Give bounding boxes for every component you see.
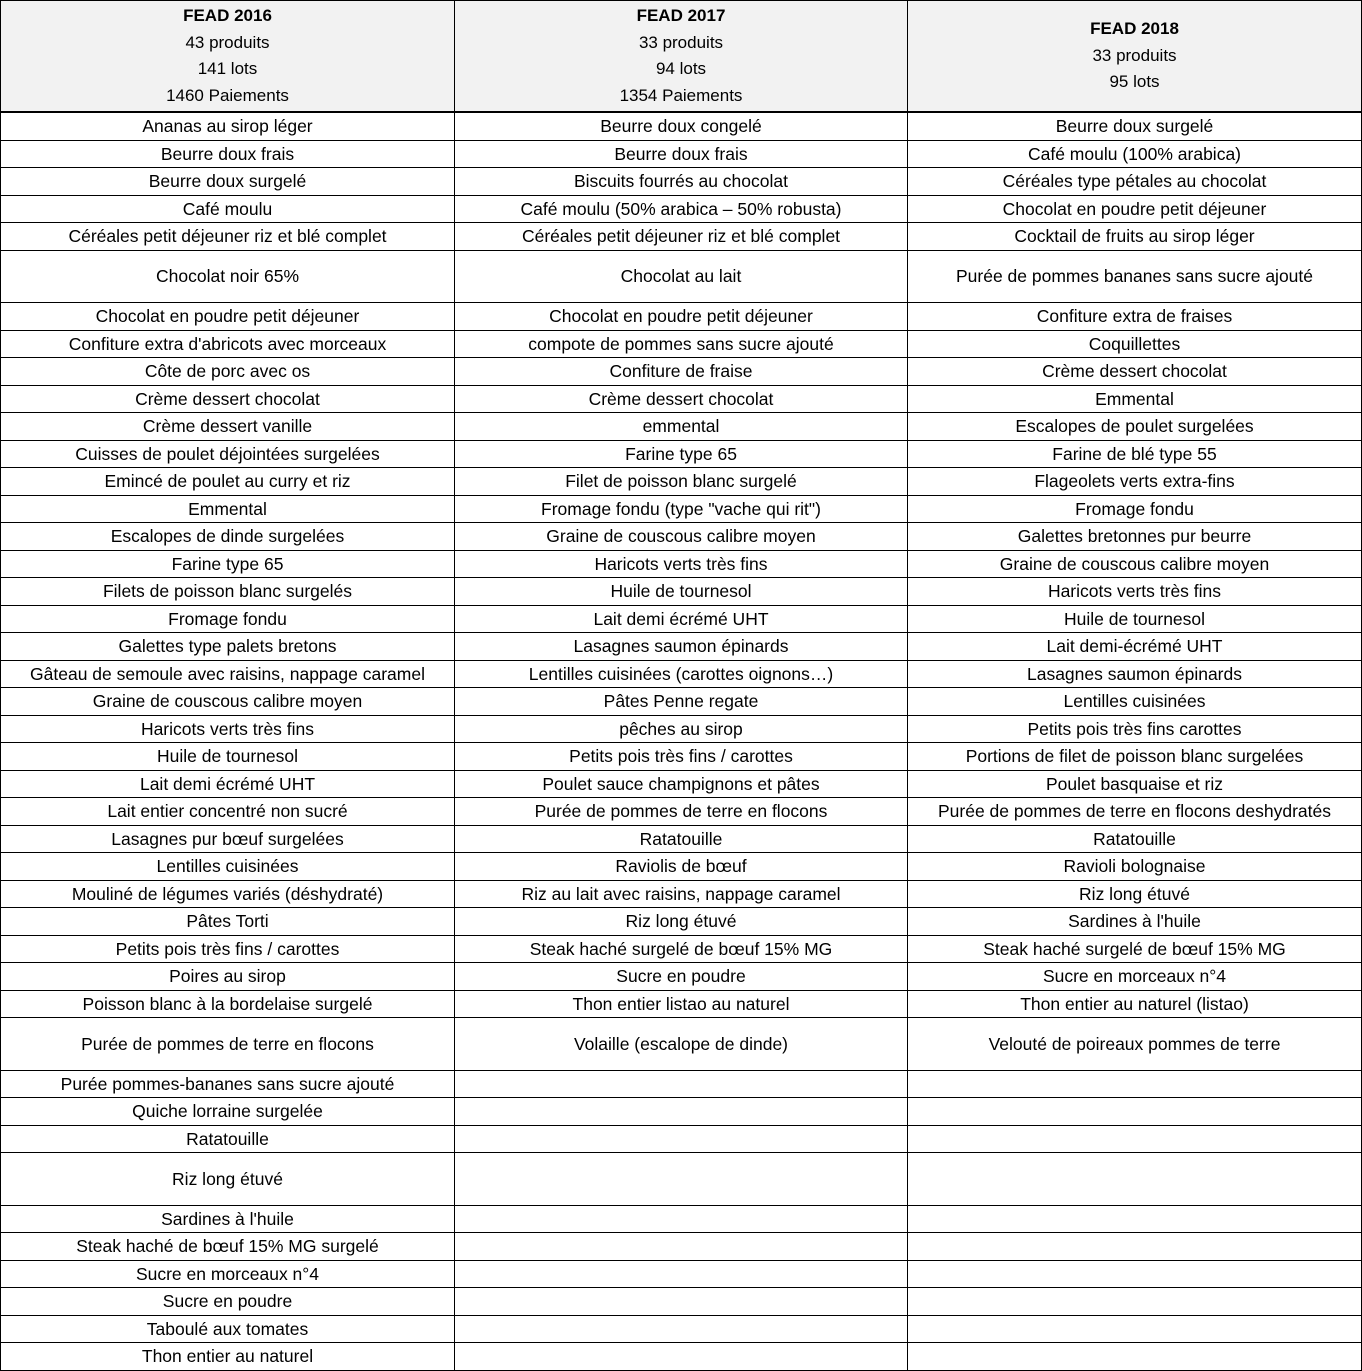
product-cell-2018: Ratatouille — [908, 825, 1362, 853]
table-row — [1, 223, 1362, 251]
product-cell-2018: Portions de filet de poisson blanc surgelées — [908, 743, 1362, 771]
product-cell-2016: Petits pois très fins / carottes — [1, 935, 455, 963]
product-cell-2017: Céréales petit déjeuner riz et blé complet — [455, 223, 908, 251]
table-row — [1, 770, 1362, 798]
product-cell-2016: Emmental — [1, 495, 455, 523]
product-cell-2018: Ravioli bolognaise — [908, 853, 1362, 881]
product-cell-2017: Beurre doux frais — [455, 140, 908, 168]
product-cell-2016: Poisson blanc à la bordelaise surgelé — [1, 990, 455, 1018]
product-cell-2016: Steak haché de bœuf 15% MG surgelé — [1, 1233, 455, 1261]
table-row — [1, 250, 1362, 303]
table-row — [1, 140, 1362, 168]
product-cell-2016: Beurre doux frais — [1, 140, 455, 168]
product-cell-2018: Lait demi-écrémé UHT — [908, 633, 1362, 661]
table-row — [1, 495, 1362, 523]
product-cell-2016: Riz long étuvé — [1, 1153, 455, 1206]
table-row — [1, 688, 1362, 716]
table-row — [1, 195, 1362, 223]
table-row — [1, 385, 1362, 413]
header-fead-2016 — [1, 1, 455, 113]
table-row — [1, 1125, 1362, 1153]
table-row — [1, 1070, 1362, 1098]
product-cell-2017: Café moulu (50% arabica – 50% robusta) — [455, 195, 908, 223]
product-cell-2017: Ratatouille — [455, 825, 908, 853]
product-cell-2016: Crème dessert vanille — [1, 413, 455, 441]
product-cell-2016: Emincé de poulet au curry et riz — [1, 468, 455, 496]
product-cell-2016: Ananas au sirop léger — [1, 112, 455, 140]
product-cell-2017: Beurre doux congelé — [455, 112, 908, 140]
table-row — [1, 633, 1362, 661]
product-cell-2018: Riz long étuvé — [908, 880, 1362, 908]
product-cell-2018: Poulet basquaise et riz — [908, 770, 1362, 798]
product-cell-2016: Chocolat en poudre petit déjeuner — [1, 303, 455, 331]
table-row — [1, 168, 1362, 196]
product-cell-2016: Confiture extra d'abricots avec morceaux — [1, 330, 455, 358]
product-cell-2018 — [908, 1315, 1362, 1343]
table-row — [1, 303, 1362, 331]
product-cell-2017: Purée de pommes de terre en flocons — [455, 798, 908, 826]
product-cell-2018: Haricots verts très fins — [908, 578, 1362, 606]
header-year: FEAD 2018 — [1090, 19, 1179, 39]
product-cell-2016: Gâteau de semoule avec raisins, nappage caramel — [1, 660, 455, 688]
header-products: 43 produits — [185, 32, 270, 52]
product-cell-2018: Confiture extra de fraises — [908, 303, 1362, 331]
product-cell-2018: Steak haché surgelé de bœuf 15% MG — [908, 935, 1362, 963]
product-cell-2017: Haricots verts très fins — [455, 550, 908, 578]
product-cell-2017: pêches au sirop — [455, 715, 908, 743]
product-cell-2018: Farine de blé type 55 — [908, 440, 1362, 468]
product-cell-2017: emmental — [455, 413, 908, 441]
header-year: FEAD 2017 — [636, 6, 726, 25]
product-cell-2017 — [455, 1315, 908, 1343]
product-cell-2018 — [908, 1153, 1362, 1206]
product-cell-2018: Sucre en morceaux n°4 — [908, 963, 1362, 991]
product-cell-2017: Steak haché surgelé de bœuf 15% MG — [455, 935, 908, 963]
product-cell-2017 — [455, 1288, 908, 1316]
product-cell-2017: Petits pois très fins / carottes — [455, 743, 908, 771]
product-cell-2016: Sardines à l'huile — [1, 1205, 455, 1233]
product-cell-2017 — [455, 1343, 908, 1371]
product-cell-2018: Sardines à l'huile — [908, 908, 1362, 936]
product-cell-2016: Farine type 65 — [1, 550, 455, 578]
product-cell-2018: Purée de pommes de terre en flocons deshydratés — [908, 798, 1362, 826]
product-cell-2016: Purée pommes-bananes sans sucre ajouté — [1, 1070, 455, 1098]
table-row — [1, 1343, 1362, 1371]
table-row — [1, 1233, 1362, 1261]
product-cell-2016: Mouliné de légumes variés (déshydraté) — [1, 880, 455, 908]
product-cell-2018: Crème dessert chocolat — [908, 358, 1362, 386]
product-cell-2018: Purée de pommes bananes sans sucre ajouté — [908, 250, 1362, 303]
product-cell-2018 — [908, 1288, 1362, 1316]
product-cell-2017: compote de pommes sans sucre ajouté — [455, 330, 908, 358]
product-cell-2017 — [455, 1125, 908, 1153]
product-cell-2016: Côte de porc avec os — [1, 358, 455, 386]
product-cell-2017 — [455, 1260, 908, 1288]
product-cell-2018: Cocktail de fruits au sirop léger — [908, 223, 1362, 251]
product-cell-2017 — [455, 1233, 908, 1261]
table-row — [1, 798, 1362, 826]
product-cell-2017: Raviolis de bœuf — [455, 853, 908, 881]
product-cell-2016: Céréales petit déjeuner riz et blé complet — [1, 223, 455, 251]
table-row — [1, 825, 1362, 853]
product-cell-2017: Graine de couscous calibre moyen — [455, 523, 908, 551]
product-cell-2017: Chocolat en poudre petit déjeuner — [455, 303, 908, 331]
product-cell-2017: Poulet sauce champignons et pâtes — [455, 770, 908, 798]
table-row — [1, 963, 1362, 991]
table-row — [1, 440, 1362, 468]
table-row — [1, 880, 1362, 908]
product-cell-2017: Sucre en poudre — [455, 963, 908, 991]
product-cell-2018 — [908, 1098, 1362, 1126]
product-cell-2016: Thon entier au naturel — [1, 1343, 455, 1371]
table-row — [1, 1153, 1362, 1206]
product-cell-2016: Pâtes Torti — [1, 908, 455, 936]
product-cell-2016: Cuisses de poulet déjointées surgelées — [1, 440, 455, 468]
table-body — [1, 112, 1362, 1370]
table-row — [1, 605, 1362, 633]
product-cell-2017: Fromage fondu (type "vache qui rit") — [455, 495, 908, 523]
table-row — [1, 908, 1362, 936]
product-cell-2016: Ratatouille — [1, 1125, 455, 1153]
product-cell-2016: Huile de tournesol — [1, 743, 455, 771]
product-cell-2018 — [908, 1233, 1362, 1261]
table-row — [1, 358, 1362, 386]
product-cell-2017: Farine type 65 — [455, 440, 908, 468]
header-payments: 1460 Paiements — [166, 85, 289, 105]
product-cell-2016: Sucre en morceaux n°4 — [1, 1260, 455, 1288]
table-row — [1, 330, 1362, 358]
product-cell-2017: Confiture de fraise — [455, 358, 908, 386]
product-cell-2017: Huile de tournesol — [455, 578, 908, 606]
product-cell-2016: Fromage fondu — [1, 605, 455, 633]
table-row — [1, 1288, 1362, 1316]
table-row — [1, 853, 1362, 881]
product-cell-2018: Petits pois très fins carottes — [908, 715, 1362, 743]
product-cell-2016: Purée de pommes de terre en flocons — [1, 1018, 455, 1071]
product-cell-2018 — [908, 1260, 1362, 1288]
product-cell-2017: Lasagnes saumon épinards — [455, 633, 908, 661]
product-cell-2017: Pâtes Penne regate — [455, 688, 908, 716]
product-cell-2016: Café moulu — [1, 195, 455, 223]
table-row — [1, 112, 1362, 140]
table-row — [1, 1315, 1362, 1343]
product-cell-2016: Sucre en poudre — [1, 1288, 455, 1316]
product-cell-2018: Thon entier au naturel (listao) — [908, 990, 1362, 1018]
header-lots: 141 lots — [197, 59, 258, 78]
product-cell-2018: Fromage fondu — [908, 495, 1362, 523]
product-cell-2018: Coquillettes — [908, 330, 1362, 358]
product-cell-2016: Haricots verts très fins — [1, 715, 455, 743]
product-cell-2017: Crème dessert chocolat — [455, 385, 908, 413]
product-cell-2016: Chocolat noir 65% — [1, 250, 455, 303]
product-cell-2017: Lentilles cuisinées (carottes oignons…) — [455, 660, 908, 688]
product-cell-2017: Volaille (escalope de dinde) — [455, 1018, 908, 1071]
header-fead-2018 — [908, 1, 1362, 113]
product-cell-2018: Galettes bretonnes pur beurre — [908, 523, 1362, 551]
table-row — [1, 935, 1362, 963]
product-cell-2018: Velouté de poireaux pommes de terre — [908, 1018, 1362, 1071]
header-year: FEAD 2016 — [183, 6, 272, 25]
product-cell-2018: Flageolets verts extra-fins — [908, 468, 1362, 496]
table-row — [1, 1098, 1362, 1126]
product-cell-2016: Taboulé aux tomates — [1, 1315, 455, 1343]
header-fead-2017 — [455, 1, 908, 113]
product-cell-2017 — [455, 1205, 908, 1233]
product-cell-2016: Escalopes de dinde surgelées — [1, 523, 455, 551]
product-cell-2018: Graine de couscous calibre moyen — [908, 550, 1362, 578]
table-row — [1, 990, 1362, 1018]
product-cell-2018: Huile de tournesol — [908, 605, 1362, 633]
product-cell-2016: Quiche lorraine surgelée — [1, 1098, 455, 1126]
product-cell-2018: Escalopes de poulet surgelées — [908, 413, 1362, 441]
table-row — [1, 1260, 1362, 1288]
header-products: 33 produits — [638, 32, 724, 52]
product-cell-2017 — [455, 1153, 908, 1206]
table-row — [1, 1018, 1362, 1071]
product-cell-2017: Lait demi écrémé UHT — [455, 605, 908, 633]
product-cell-2018 — [908, 1070, 1362, 1098]
product-cell-2017: Filet de poisson blanc surgelé — [455, 468, 908, 496]
header-row — [1, 1, 1362, 113]
table-row — [1, 715, 1362, 743]
product-cell-2017 — [455, 1098, 908, 1126]
product-cell-2016: Lentilles cuisinées — [1, 853, 455, 881]
product-cell-2016: Beurre doux surgelé — [1, 168, 455, 196]
table-row — [1, 523, 1362, 551]
product-cell-2016: Crème dessert chocolat — [1, 385, 455, 413]
table-row — [1, 1205, 1362, 1233]
table-row — [1, 550, 1362, 578]
header-lots: 94 lots — [655, 59, 707, 78]
table-row — [1, 468, 1362, 496]
product-cell-2016: Lait entier concentré non sucré — [1, 798, 455, 826]
product-cell-2018: Chocolat en poudre petit déjeuner — [908, 195, 1362, 223]
product-cell-2016: Lasagnes pur bœuf surgelées — [1, 825, 455, 853]
product-cell-2016: Filets de poisson blanc surgelés — [1, 578, 455, 606]
product-cell-2017: Riz long étuvé — [455, 908, 908, 936]
product-cell-2017: Thon entier listao au naturel — [455, 990, 908, 1018]
product-cell-2016: Galettes type palets bretons — [1, 633, 455, 661]
table-row — [1, 743, 1362, 771]
product-cell-2018 — [908, 1343, 1362, 1371]
table-row — [1, 413, 1362, 441]
product-cell-2016: Lait demi écrémé UHT — [1, 770, 455, 798]
product-cell-2017 — [455, 1070, 908, 1098]
header-lots: 95 lots — [1109, 72, 1160, 92]
header-payments: 1354 Paiements — [619, 85, 743, 105]
table-row — [1, 660, 1362, 688]
product-cell-2016: Poires au sirop — [1, 963, 455, 991]
product-cell-2018: Lasagnes saumon épinards — [908, 660, 1362, 688]
product-cell-2017: Riz au lait avec raisins, nappage caramel — [455, 880, 908, 908]
header-products: 33 produits — [1092, 45, 1177, 65]
product-cell-2017: Chocolat au lait — [455, 250, 908, 303]
product-cell-2017: Biscuits fourrés au chocolat — [455, 168, 908, 196]
product-cell-2018: Beurre doux surgelé — [908, 112, 1362, 140]
product-cell-2018: Emmental — [908, 385, 1362, 413]
product-cell-2016: Graine de couscous calibre moyen — [1, 688, 455, 716]
product-cell-2018 — [908, 1125, 1362, 1153]
product-cell-2018: Céréales type pétales au chocolat — [908, 168, 1362, 196]
product-cell-2018: Café moulu (100% arabica) — [908, 140, 1362, 168]
product-cell-2018: Lentilles cuisinées — [908, 688, 1362, 716]
table-row — [1, 578, 1362, 606]
product-cell-2018 — [908, 1205, 1362, 1233]
